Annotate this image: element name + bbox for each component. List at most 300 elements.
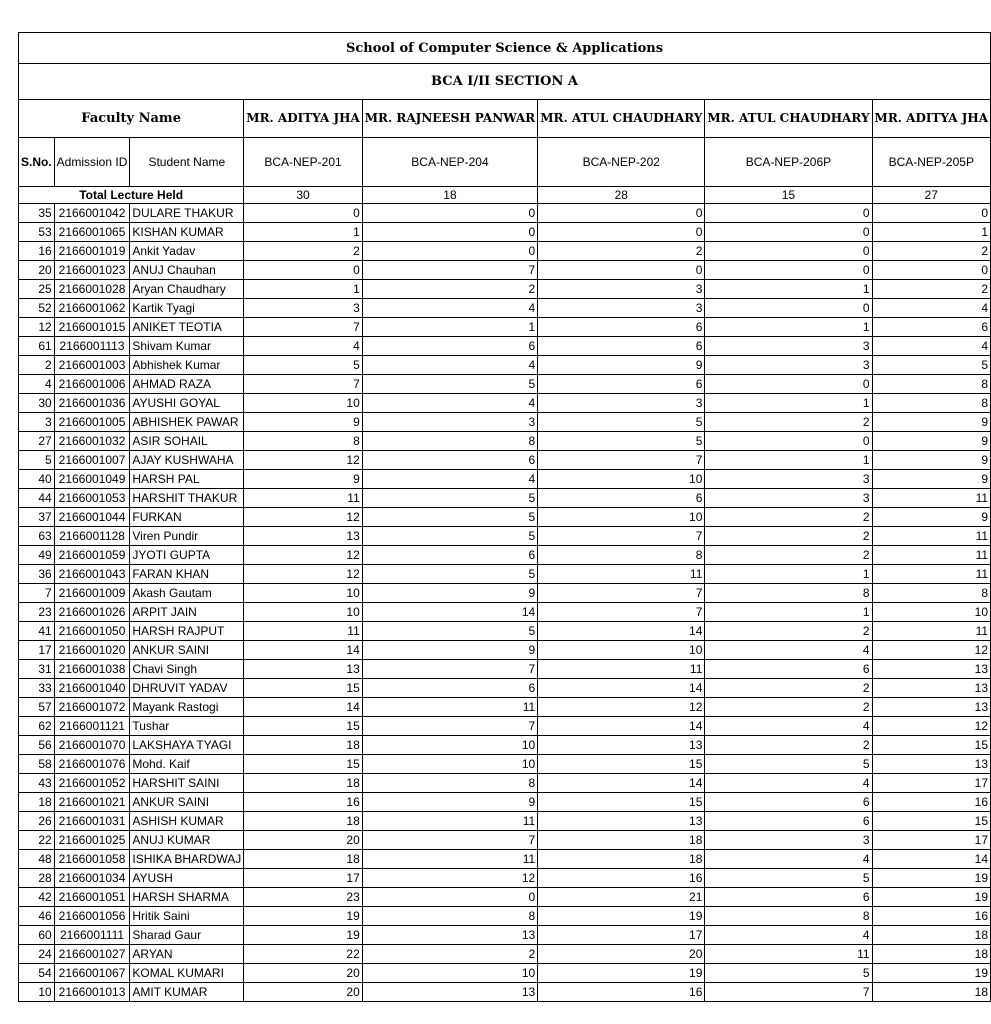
serial-number: 46 xyxy=(19,907,55,926)
attendance-count: 0 xyxy=(362,242,537,261)
student-name: DULARE THAKUR xyxy=(130,204,244,223)
table-row xyxy=(19,432,991,451)
attendance-count: 14 xyxy=(244,698,362,717)
attendance-count: 1 xyxy=(244,280,362,299)
attendance-count: 0 xyxy=(538,261,705,280)
attendance-count: 20 xyxy=(244,983,362,1002)
attendance-count: 13 xyxy=(244,527,362,546)
faculty-name: MR. ADITYA JHA xyxy=(244,100,362,138)
attendance-count: 2 xyxy=(705,736,872,755)
subject-header: BCA-NEP-205P xyxy=(872,138,990,187)
attendance-count: 3 xyxy=(538,299,705,318)
attendance-count: 5 xyxy=(705,755,872,774)
student-name: ISHIKA BHARDWAJ xyxy=(130,850,244,869)
serial-number: 53 xyxy=(19,223,55,242)
attendance-count: 6 xyxy=(705,812,872,831)
attendance-count: 9 xyxy=(244,470,362,489)
student-name: Chavi Singh xyxy=(130,660,244,679)
attendance-count: 19 xyxy=(538,907,705,926)
attendance-count: 6 xyxy=(705,793,872,812)
attendance-count: 18 xyxy=(872,945,990,964)
attendance-count: 9 xyxy=(362,793,537,812)
admission-id: 2166001019 xyxy=(54,242,130,261)
faculty-name: MR. RAJNEESH PANWAR xyxy=(362,100,537,138)
table-row xyxy=(19,812,991,831)
attendance-count: 14 xyxy=(538,774,705,793)
admission-id: 2166001049 xyxy=(54,470,130,489)
attendance-count: 5 xyxy=(705,869,872,888)
serial-number: 20 xyxy=(19,261,55,280)
admission-id: 2166001065 xyxy=(54,223,130,242)
attendance-count: 7 xyxy=(705,983,872,1002)
attendance-count: 15 xyxy=(244,755,362,774)
attendance-count: 17 xyxy=(244,869,362,888)
serial-number: 49 xyxy=(19,546,55,565)
admission-id: 2166001050 xyxy=(54,622,130,641)
student-name: AYUSH xyxy=(130,869,244,888)
table-row xyxy=(19,736,991,755)
attendance-count: 4 xyxy=(705,774,872,793)
attendance-count: 3 xyxy=(705,470,872,489)
attendance-count: 6 xyxy=(538,375,705,394)
attendance-count: 21 xyxy=(538,888,705,907)
attendance-count: 14 xyxy=(538,622,705,641)
attendance-count: 2 xyxy=(705,546,872,565)
attendance-count: 1 xyxy=(705,318,872,337)
attendance-count: 3 xyxy=(705,831,872,850)
attendance-count: 13 xyxy=(872,698,990,717)
school-title: School of Computer Science & Applications xyxy=(19,33,991,64)
attendance-count: 9 xyxy=(872,451,990,470)
admission-id: 2166001128 xyxy=(54,527,130,546)
attendance-count: 15 xyxy=(244,679,362,698)
table-row xyxy=(19,565,991,584)
attendance-count: 17 xyxy=(872,831,990,850)
attendance-count: 12 xyxy=(872,641,990,660)
sn-header: S.No. xyxy=(19,138,55,187)
total-lectures: 30 xyxy=(244,187,362,204)
table-row xyxy=(19,660,991,679)
attendance-count: 0 xyxy=(362,223,537,242)
attendance-count: 3 xyxy=(538,394,705,413)
admission-id: 2166001031 xyxy=(54,812,130,831)
serial-number: 3 xyxy=(19,413,55,432)
admission-id: 2166001042 xyxy=(54,204,130,223)
table-row xyxy=(19,318,991,337)
student-name: Sharad Gaur xyxy=(130,926,244,945)
student-name: AMIT KUMAR xyxy=(130,983,244,1002)
attendance-count: 18 xyxy=(872,983,990,1002)
student-name: Hritik Saini xyxy=(130,907,244,926)
attendance-count: 19 xyxy=(872,964,990,983)
attendance-count: 20 xyxy=(244,964,362,983)
student-name: HARSHIT THAKUR xyxy=(130,489,244,508)
attendance-count: 11 xyxy=(872,527,990,546)
attendance-count: 19 xyxy=(244,907,362,926)
admission-id: 2166001025 xyxy=(54,831,130,850)
serial-number: 33 xyxy=(19,679,55,698)
admission-id: 2166001009 xyxy=(54,584,130,603)
attendance-count: 6 xyxy=(362,337,537,356)
attendance-count: 2 xyxy=(872,280,990,299)
student-name: ASIR SOHAIL xyxy=(130,432,244,451)
student-name: Viren Pundir xyxy=(130,527,244,546)
faculty-name: MR. ATUL CHAUDHARY xyxy=(705,100,872,138)
admission-id: 2166001013 xyxy=(54,983,130,1002)
attendance-count: 9 xyxy=(872,413,990,432)
student-name: ANKUR SAINI xyxy=(130,793,244,812)
admission-id: 2166001036 xyxy=(54,394,130,413)
attendance-count: 7 xyxy=(538,584,705,603)
attendance-count: 10 xyxy=(244,603,362,622)
student-name: Akash Gautam xyxy=(130,584,244,603)
serial-number: 17 xyxy=(19,641,55,660)
admission-id: 2166001043 xyxy=(54,565,130,584)
attendance-count: 1 xyxy=(244,223,362,242)
admission-id: 2166001051 xyxy=(54,888,130,907)
attendance-count: 11 xyxy=(872,546,990,565)
table-row xyxy=(19,451,991,470)
attendance-count: 8 xyxy=(244,432,362,451)
attendance-table xyxy=(18,32,991,1002)
serial-number: 12 xyxy=(19,318,55,337)
attendance-count: 11 xyxy=(244,622,362,641)
serial-number: 35 xyxy=(19,204,55,223)
attendance-count: 6 xyxy=(362,679,537,698)
attendance-count: 3 xyxy=(705,337,872,356)
attendance-count: 8 xyxy=(705,907,872,926)
serial-number: 62 xyxy=(19,717,55,736)
attendance-count: 10 xyxy=(362,964,537,983)
attendance-count: 6 xyxy=(362,451,537,470)
attendance-count: 2 xyxy=(244,242,362,261)
attendance-count: 16 xyxy=(244,793,362,812)
attendance-count: 19 xyxy=(244,926,362,945)
table-row xyxy=(19,793,991,812)
admission-id: 2166001020 xyxy=(54,641,130,660)
table-row xyxy=(19,546,991,565)
admission-id: 2166001034 xyxy=(54,869,130,888)
attendance-count: 0 xyxy=(705,375,872,394)
attendance-count: 9 xyxy=(872,470,990,489)
table-row xyxy=(19,242,991,261)
admission-id: 2166001038 xyxy=(54,660,130,679)
student-name: ANIKET TEOTIA xyxy=(130,318,244,337)
attendance-count: 2 xyxy=(705,413,872,432)
attendance-count: 16 xyxy=(872,907,990,926)
attendance-count: 3 xyxy=(244,299,362,318)
attendance-count: 1 xyxy=(362,318,537,337)
attendance-count: 0 xyxy=(872,261,990,280)
attendance-count: 7 xyxy=(538,451,705,470)
attendance-count: 5 xyxy=(362,489,537,508)
attendance-count: 2 xyxy=(362,280,537,299)
admission-id: 2166001052 xyxy=(54,774,130,793)
table-row xyxy=(19,204,991,223)
attendance-count: 9 xyxy=(362,641,537,660)
attendance-count: 4 xyxy=(705,926,872,945)
attendance-count: 9 xyxy=(244,413,362,432)
attendance-count: 2 xyxy=(538,242,705,261)
attendance-count: 4 xyxy=(705,717,872,736)
attendance-count: 6 xyxy=(705,660,872,679)
attendance-count: 0 xyxy=(362,204,537,223)
serial-number: 4 xyxy=(19,375,55,394)
attendance-count: 8 xyxy=(362,907,537,926)
attendance-count: 2 xyxy=(705,622,872,641)
subject-header: BCA-NEP-204 xyxy=(362,138,537,187)
attendance-count: 15 xyxy=(538,755,705,774)
attendance-count: 4 xyxy=(244,337,362,356)
admission-id: 2166001007 xyxy=(54,451,130,470)
admission-id: 2166001062 xyxy=(54,299,130,318)
attendance-count: 4 xyxy=(705,850,872,869)
student-name: AJAY KUSHWAHA xyxy=(130,451,244,470)
serial-number: 63 xyxy=(19,527,55,546)
attendance-count: 18 xyxy=(244,812,362,831)
student-name: FURKAN xyxy=(130,508,244,527)
attendance-count: 10 xyxy=(538,641,705,660)
attendance-count: 13 xyxy=(362,926,537,945)
student-name: LAKSHAYA TYAGI xyxy=(130,736,244,755)
serial-number: 54 xyxy=(19,964,55,983)
attendance-count: 10 xyxy=(244,584,362,603)
faculty-label: Faculty Name xyxy=(19,100,244,138)
attendance-count: 9 xyxy=(362,584,537,603)
serial-number: 56 xyxy=(19,736,55,755)
attendance-count: 3 xyxy=(538,280,705,299)
serial-number: 44 xyxy=(19,489,55,508)
attendance-count: 7 xyxy=(244,318,362,337)
attendance-count: 4 xyxy=(362,470,537,489)
attendance-count: 6 xyxy=(362,546,537,565)
student-name: HARSH RAJPUT xyxy=(130,622,244,641)
serial-number: 57 xyxy=(19,698,55,717)
attendance-count: 23 xyxy=(244,888,362,907)
serial-number: 41 xyxy=(19,622,55,641)
student-name: Aryan Chaudhary xyxy=(130,280,244,299)
student-name: FARAN KHAN xyxy=(130,565,244,584)
total-lecture-label: Total Lecture Held xyxy=(19,187,244,204)
serial-number: 40 xyxy=(19,470,55,489)
attendance-count: 2 xyxy=(705,679,872,698)
table-row xyxy=(19,280,991,299)
student-name: KOMAL KUMARI xyxy=(130,964,244,983)
attendance-count: 11 xyxy=(872,565,990,584)
student-name: ARYAN xyxy=(130,945,244,964)
serial-number: 52 xyxy=(19,299,55,318)
attendance-count: 10 xyxy=(538,508,705,527)
table-row xyxy=(19,983,991,1002)
admission-id: 2166001015 xyxy=(54,318,130,337)
table-row xyxy=(19,945,991,964)
attendance-count: 6 xyxy=(538,337,705,356)
attendance-count: 17 xyxy=(872,774,990,793)
attendance-count: 11 xyxy=(244,489,362,508)
attendance-count: 1 xyxy=(705,603,872,622)
student-name: ANKUR SAINI xyxy=(130,641,244,660)
table-row xyxy=(19,223,991,242)
student-name: Kartik Tyagi xyxy=(130,299,244,318)
admission-id: 2166001032 xyxy=(54,432,130,451)
attendance-count: 11 xyxy=(538,565,705,584)
student-name: HARSHIT SAINI xyxy=(130,774,244,793)
admission-id: 2166001027 xyxy=(54,945,130,964)
serial-number: 27 xyxy=(19,432,55,451)
attendance-count: 5 xyxy=(538,413,705,432)
attendance-count: 14 xyxy=(244,641,362,660)
attendance-count: 8 xyxy=(362,774,537,793)
table-row xyxy=(19,888,991,907)
attendance-count: 19 xyxy=(872,888,990,907)
serial-number: 42 xyxy=(19,888,55,907)
attendance-count: 1 xyxy=(705,451,872,470)
table-row xyxy=(19,394,991,413)
serial-number: 28 xyxy=(19,869,55,888)
student-name: ANUJ KUMAR xyxy=(130,831,244,850)
attendance-count: 6 xyxy=(538,489,705,508)
attendance-count: 6 xyxy=(705,888,872,907)
attendance-count: 14 xyxy=(872,850,990,869)
table-row xyxy=(19,527,991,546)
attendance-count: 14 xyxy=(362,603,537,622)
attendance-count: 0 xyxy=(705,261,872,280)
attendance-count: 19 xyxy=(872,869,990,888)
student-name: JYOTI GUPTA xyxy=(130,546,244,565)
attendance-count: 5 xyxy=(705,964,872,983)
admission-id: 2166001026 xyxy=(54,603,130,622)
attendance-count: 0 xyxy=(705,299,872,318)
attendance-count: 2 xyxy=(705,698,872,717)
admission-id: 2166001076 xyxy=(54,755,130,774)
attendance-count: 6 xyxy=(872,318,990,337)
attendance-count: 1 xyxy=(872,223,990,242)
serial-number: 58 xyxy=(19,755,55,774)
attendance-count: 3 xyxy=(362,413,537,432)
attendance-count: 8 xyxy=(872,394,990,413)
attendance-count: 18 xyxy=(872,926,990,945)
table-row xyxy=(19,261,991,280)
attendance-count: 11 xyxy=(705,945,872,964)
serial-number: 10 xyxy=(19,983,55,1002)
faculty-name: MR. ADITYA JHA xyxy=(872,100,990,138)
serial-number: 25 xyxy=(19,280,55,299)
attendance-count: 11 xyxy=(362,850,537,869)
attendance-count: 16 xyxy=(538,983,705,1002)
attendance-count: 18 xyxy=(244,774,362,793)
attendance-count: 11 xyxy=(362,698,537,717)
student-name: ARPIT JAIN xyxy=(130,603,244,622)
attendance-count: 2 xyxy=(705,508,872,527)
attendance-count: 13 xyxy=(538,812,705,831)
attendance-count: 5 xyxy=(244,356,362,375)
attendance-count: 11 xyxy=(538,660,705,679)
admission-id: 2166001121 xyxy=(54,717,130,736)
attendance-count: 15 xyxy=(538,793,705,812)
attendance-count: 15 xyxy=(244,717,362,736)
attendance-count: 5 xyxy=(362,527,537,546)
admission-id: 2166001059 xyxy=(54,546,130,565)
table-row xyxy=(19,603,991,622)
subject-header: BCA-NEP-202 xyxy=(538,138,705,187)
table-row xyxy=(19,717,991,736)
attendance-count: 3 xyxy=(705,489,872,508)
table-row xyxy=(19,584,991,603)
admission-id: 2166001072 xyxy=(54,698,130,717)
attendance-count: 12 xyxy=(362,869,537,888)
total-lectures: 18 xyxy=(362,187,537,204)
attendance-count: 4 xyxy=(362,394,537,413)
attendance-count: 0 xyxy=(705,242,872,261)
table-row xyxy=(19,850,991,869)
attendance-count: 8 xyxy=(872,584,990,603)
total-lectures: 15 xyxy=(705,187,872,204)
attendance-count: 9 xyxy=(872,432,990,451)
attendance-count: 15 xyxy=(872,812,990,831)
table-row xyxy=(19,755,991,774)
admission-id: 2166001067 xyxy=(54,964,130,983)
student-name: AYUSHI GOYAL xyxy=(130,394,244,413)
serial-number: 18 xyxy=(19,793,55,812)
attendance-count: 8 xyxy=(362,432,537,451)
student-name: HARSH SHARMA xyxy=(130,888,244,907)
serial-number: 22 xyxy=(19,831,55,850)
attendance-count: 10 xyxy=(362,736,537,755)
attendance-count: 17 xyxy=(538,926,705,945)
attendance-count: 6 xyxy=(538,318,705,337)
admission-id: 2166001070 xyxy=(54,736,130,755)
student-name: Abhishek Kumar xyxy=(130,356,244,375)
attendance-count: 5 xyxy=(362,565,537,584)
attendance-count: 10 xyxy=(362,755,537,774)
table-row xyxy=(19,907,991,926)
admission-id: 2166001044 xyxy=(54,508,130,527)
attendance-count: 9 xyxy=(872,508,990,527)
faculty-name: MR. ATUL CHAUDHARY xyxy=(538,100,705,138)
class-title: BCA I/II SECTION A xyxy=(19,64,991,100)
serial-number: 61 xyxy=(19,337,55,356)
student-name: Ankit Yadav xyxy=(130,242,244,261)
table-row xyxy=(19,622,991,641)
admission-id: 2166001023 xyxy=(54,261,130,280)
table-row xyxy=(19,356,991,375)
attendance-count: 2 xyxy=(872,242,990,261)
attendance-count: 7 xyxy=(362,717,537,736)
table-row xyxy=(19,337,991,356)
serial-number: 23 xyxy=(19,603,55,622)
attendance-count: 15 xyxy=(872,736,990,755)
attendance-count: 13 xyxy=(872,660,990,679)
attendance-count: 16 xyxy=(872,793,990,812)
student-name: ANUJ Chauhan xyxy=(130,261,244,280)
admission-id: 2166001113 xyxy=(54,337,130,356)
subject-header: BCA-NEP-206P xyxy=(705,138,872,187)
attendance-count: 20 xyxy=(538,945,705,964)
attendance-count: 19 xyxy=(538,964,705,983)
serial-number: 36 xyxy=(19,565,55,584)
table-row xyxy=(19,489,991,508)
attendance-count: 10 xyxy=(872,603,990,622)
attendance-count: 13 xyxy=(244,660,362,679)
attendance-count: 2 xyxy=(362,945,537,964)
attendance-count: 4 xyxy=(705,641,872,660)
table-row xyxy=(19,299,991,318)
serial-number: 30 xyxy=(19,394,55,413)
attendance-count: 0 xyxy=(244,261,362,280)
total-lectures: 27 xyxy=(872,187,990,204)
admission-id: 2166001040 xyxy=(54,679,130,698)
attendance-count: 1 xyxy=(705,280,872,299)
